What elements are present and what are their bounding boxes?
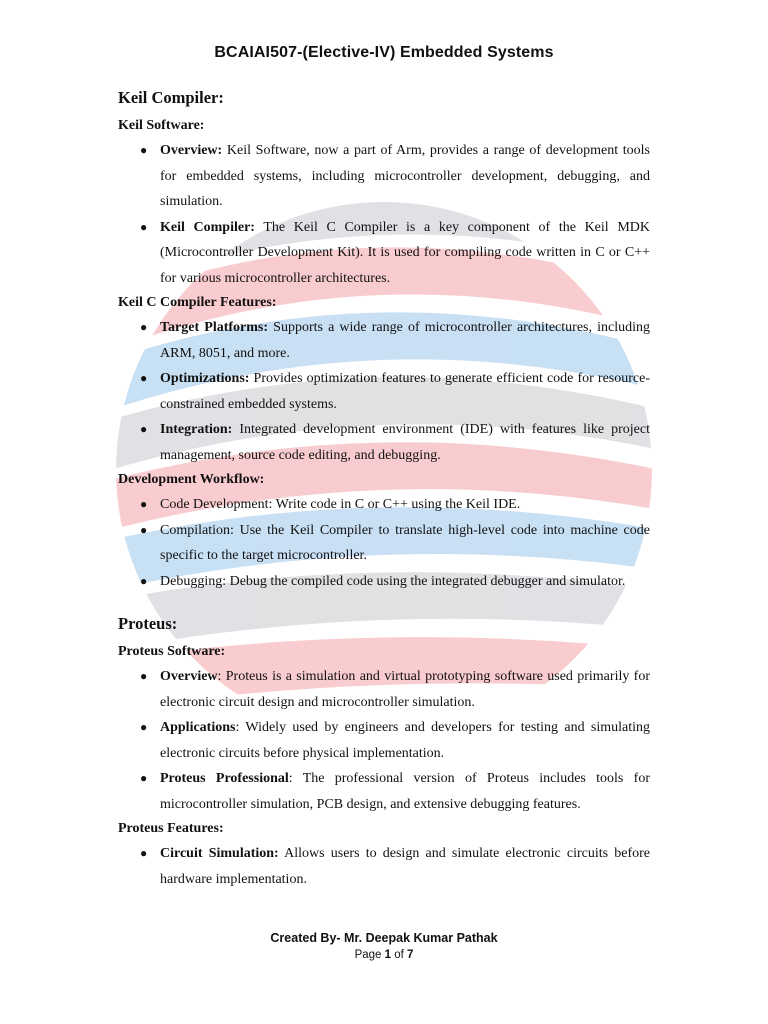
page-header-title: BCAIAI507-(Elective-IV) Embedded Systems	[214, 44, 554, 61]
item-text: Debugging: Debug the compiled code using the integrated debugger and simulator.	[160, 573, 626, 589]
item-label: Applications	[160, 720, 236, 735]
item-label: Overview:	[160, 143, 223, 158]
list-item	[118, 715, 650, 766]
page-number	[0, 947, 768, 964]
list-item	[118, 841, 650, 892]
bullet-icon: ●	[140, 371, 148, 385]
item-text: Allows users to design and simulate electronic circuits before hardware implementation.	[160, 846, 651, 887]
item-label: Keil Compiler:	[160, 219, 255, 235]
bullet-icon: ●	[140, 669, 148, 683]
item-label: Target Platforms:	[160, 320, 269, 335]
page-of: of	[391, 949, 408, 961]
item-text: Code Development: Write code in C or C++ using the Keil IDE.	[160, 497, 521, 512]
item-text: The Keil C Compiler is a key component of the Keil MDK (Microcontroller Development Kit). It is used for compiling code written in C or C++ for various microcontroller architectures.	[160, 219, 650, 286]
item-text: Provides optimization features to generate efficient code for resource-constrained embedded systems.	[160, 371, 650, 412]
item-text: : Widely used by engineers and developers for testing and simulating electronic circuits before physical implementation.	[160, 720, 650, 761]
item-label: Overview	[160, 669, 218, 684]
item-text: Integrated development environment (IDE) with features like project management, source code editing, and debugging.	[160, 422, 650, 463]
list-keil-features	[118, 315, 650, 468]
subheading-keil-software: Keil Software:	[118, 118, 205, 133]
bullet-icon: ●	[140, 219, 148, 234]
list-item	[118, 366, 650, 417]
list-item	[118, 766, 650, 817]
page-content	[118, 86, 650, 892]
list-proteus-features	[118, 841, 650, 892]
list-item	[118, 138, 650, 215]
list-item	[118, 417, 650, 468]
list-proteus-software	[118, 664, 650, 817]
list-item	[118, 315, 650, 366]
list-keil-software	[118, 138, 650, 291]
bullet-icon: ●	[140, 522, 148, 537]
list-item	[118, 518, 650, 569]
item-text: Supports a wide range of microcontroller architectures, including ARM, 8051, and more.	[160, 320, 650, 361]
list-item	[118, 492, 650, 518]
section-heading-keil-compiler: Keil Compiler:	[118, 88, 224, 107]
bullet-icon: ●	[140, 846, 148, 860]
bullet-icon: ●	[140, 320, 148, 334]
bullet-icon: ●	[140, 720, 148, 734]
subheading-proteus-software: Proteus Software:	[118, 644, 226, 659]
footer-creator: Created By- Mr. Deepak Kumar Pathak	[270, 931, 498, 945]
bullet-icon: ●	[140, 771, 148, 785]
page-total: 7	[407, 949, 414, 961]
bullet-icon: ●	[140, 422, 148, 436]
subheading-development-workflow: Development Workflow:	[118, 472, 265, 487]
list-item	[118, 664, 650, 715]
list-item	[118, 569, 650, 595]
bullet-icon: ●	[140, 143, 148, 157]
item-label: Circuit Simulation:	[160, 846, 279, 861]
item-label: Integration:	[160, 422, 233, 437]
section-heading-proteus: Proteus:	[118, 614, 178, 633]
item-text: : Proteus is a simulation and virtual prototyping software used primarily for electronic circuit design and microcontroller simulation.	[160, 669, 650, 710]
page-footer	[0, 930, 768, 964]
subheading-keil-features: Keil C Compiler Features:	[118, 295, 277, 310]
bullet-icon: ●	[140, 573, 148, 588]
subheading-proteus-features: Proteus Features:	[118, 821, 224, 836]
bullet-icon: ●	[140, 497, 148, 511]
item-label: Proteus Professional	[160, 771, 289, 786]
page-current: 1	[384, 949, 392, 961]
page-prefix: Page	[354, 949, 385, 961]
item-text: : The professional version of Proteus includes tools for microcontroller simulation, PCB design, and extensive debugging features.	[160, 771, 650, 812]
item-text: Compilation: Use the Keil Compiler to translate high-level code into machine code specific to the target microcontroller.	[160, 522, 650, 563]
item-label: Optimizations:	[160, 371, 250, 386]
list-item	[118, 215, 650, 292]
item-text: Keil Software, now a part of Arm, provides a range of development tools for embedded systems, including microcontroller development, debugging, and simulation.	[160, 143, 650, 209]
list-development-workflow	[118, 492, 650, 594]
